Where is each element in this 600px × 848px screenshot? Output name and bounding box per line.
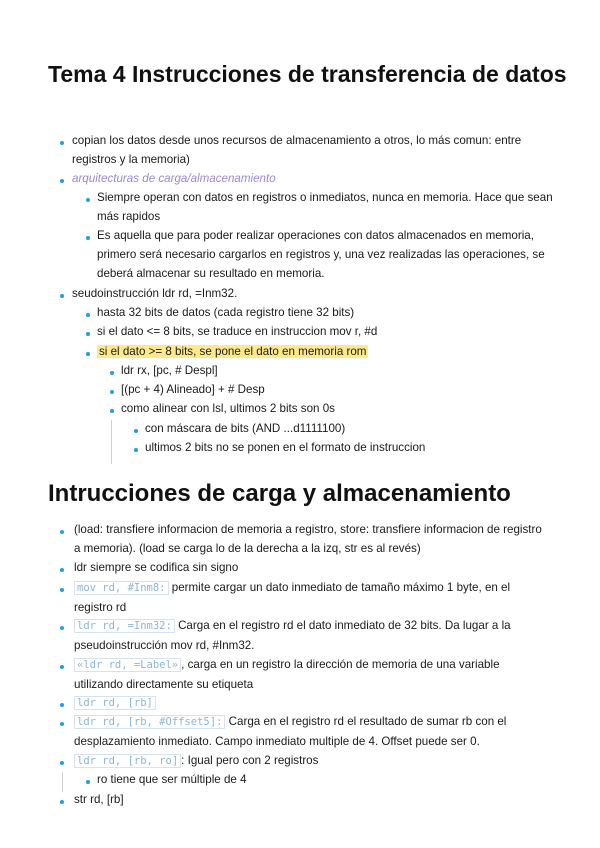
list-item: hasta 32 bits de datos (cada registro tiene 32 bits) bbox=[97, 306, 355, 319]
bullet-icon bbox=[86, 780, 90, 784]
list-item: ldr siempre se codifica sin signo bbox=[74, 561, 239, 574]
code-snippet: ldr rd, [rb, ro] bbox=[74, 754, 181, 768]
indent-guide bbox=[111, 420, 112, 464]
bullet-icon bbox=[110, 371, 114, 375]
bullet-icon bbox=[60, 568, 64, 572]
list-item: Es aquella que para poder realizar operaciones con datos almacenados en memoria, primero será necesario cargarlos en registros y, una vez realizadas las operaciones, se deberá almacenar su resultado en memoria. bbox=[97, 229, 545, 280]
bullet-icon bbox=[60, 294, 64, 298]
bullet-icon bbox=[60, 626, 64, 630]
bullet-icon bbox=[134, 429, 138, 433]
bullet-icon bbox=[86, 332, 90, 336]
bullet-icon bbox=[86, 313, 90, 317]
indent-guide bbox=[62, 772, 63, 792]
list-item: str rd, [rb] bbox=[74, 793, 124, 806]
list-item: [(pc + 4) Alineado] + # Desp bbox=[121, 383, 265, 396]
code-snippet: ldr rd, [rb] bbox=[74, 696, 156, 710]
bullet-icon bbox=[134, 448, 138, 452]
bullet-icon bbox=[60, 588, 64, 592]
code-snippet: «ldr rd, =Label» bbox=[74, 658, 181, 672]
list-item: ldr rx, [pc, # Despl] bbox=[121, 364, 218, 377]
list-item: si el dato <= 8 bits, se traduce en instruccion mov r, #d bbox=[97, 325, 378, 338]
bullet-icon bbox=[86, 198, 90, 202]
bullet-icon bbox=[110, 409, 114, 413]
code-snippet: ldr rd, [rb, #Offset5]: bbox=[74, 715, 225, 729]
list-item: copian los datos desde unos recursos de almacenamiento a otros, lo más comun: entre registros y la memoria) bbox=[72, 134, 522, 166]
bullet-icon bbox=[60, 703, 64, 707]
section-title-carga: Intrucciones de carga y almacenamiento bbox=[48, 480, 511, 507]
list-item: arquitecturas de carga/almacenamiento bbox=[72, 172, 276, 185]
list-item: «ldr rd, =Label» , carga en un registro la dirección de memoria de una variable utilizando directamente su etiqueta bbox=[74, 658, 500, 691]
bullet-icon bbox=[86, 352, 90, 356]
list-item: seudoinstrucción ldr rd, =Inm32. bbox=[72, 287, 238, 300]
bullet-icon bbox=[86, 236, 90, 240]
highlight: si el dato >= 8 bits, se pone el dato en memoria rom bbox=[99, 345, 367, 358]
bullet-icon bbox=[110, 390, 114, 394]
bullet-icon bbox=[60, 179, 64, 183]
bullet-icon bbox=[60, 800, 64, 804]
bullet-icon bbox=[60, 761, 64, 765]
section-title-tema4: Tema 4 Instrucciones de transferencia de datos bbox=[48, 61, 567, 87]
code-snippet: mov rd, #Inm8: bbox=[74, 581, 169, 595]
list-item: (load: transfiere informacion de memoria a registro, store: transfiere informacion de registro a memoria). (load se carga lo de la derecha a la izq, str es al revés) bbox=[74, 523, 542, 555]
bullet-icon bbox=[60, 141, 64, 145]
bullet-icon bbox=[60, 722, 64, 726]
list-item-highlighted bbox=[97, 342, 368, 361]
list-item: ro tiene que ser múltiple de 4 bbox=[97, 773, 247, 786]
bullet-icon bbox=[60, 530, 64, 534]
list-item: ultimos 2 bits no se ponen en el formato de instruccion bbox=[145, 441, 426, 454]
list-item: ldr rd, [rb, #Offset5]: Carga en el registro rd el resultado de sumar rb con el desplazamiento inmediato. Campo inmediato multiple de 4. Offset puede ser 0. bbox=[74, 715, 507, 748]
bullet-icon bbox=[60, 665, 64, 669]
list-item: ldr rd, [rb, ro] : Igual pero con 2 registros bbox=[74, 751, 318, 771]
list-item bbox=[74, 693, 156, 713]
list-item: Siempre operan con datos en registros o inmediatos, nunca en memoria. Hace que sean más rapidos bbox=[97, 191, 553, 223]
code-snippet: ldr rd, =Inm32: bbox=[74, 619, 175, 633]
list-item: con máscara de bits (AND ...d1111100) bbox=[145, 422, 346, 435]
list-item: ldr rd, =Inm32: Carga en el registro rd el dato inmediato de 32 bits. Da lugar a la pseudoinstrucción mov rd, #Inm32. bbox=[74, 619, 511, 652]
list-item: mov rd, #Inm8: permite cargar un dato inmediato de tamaño máximo 1 byte, en el registro rd bbox=[74, 581, 511, 614]
list-item: como alinear con lsl, ultimos 2 bits son 0s bbox=[121, 402, 335, 415]
